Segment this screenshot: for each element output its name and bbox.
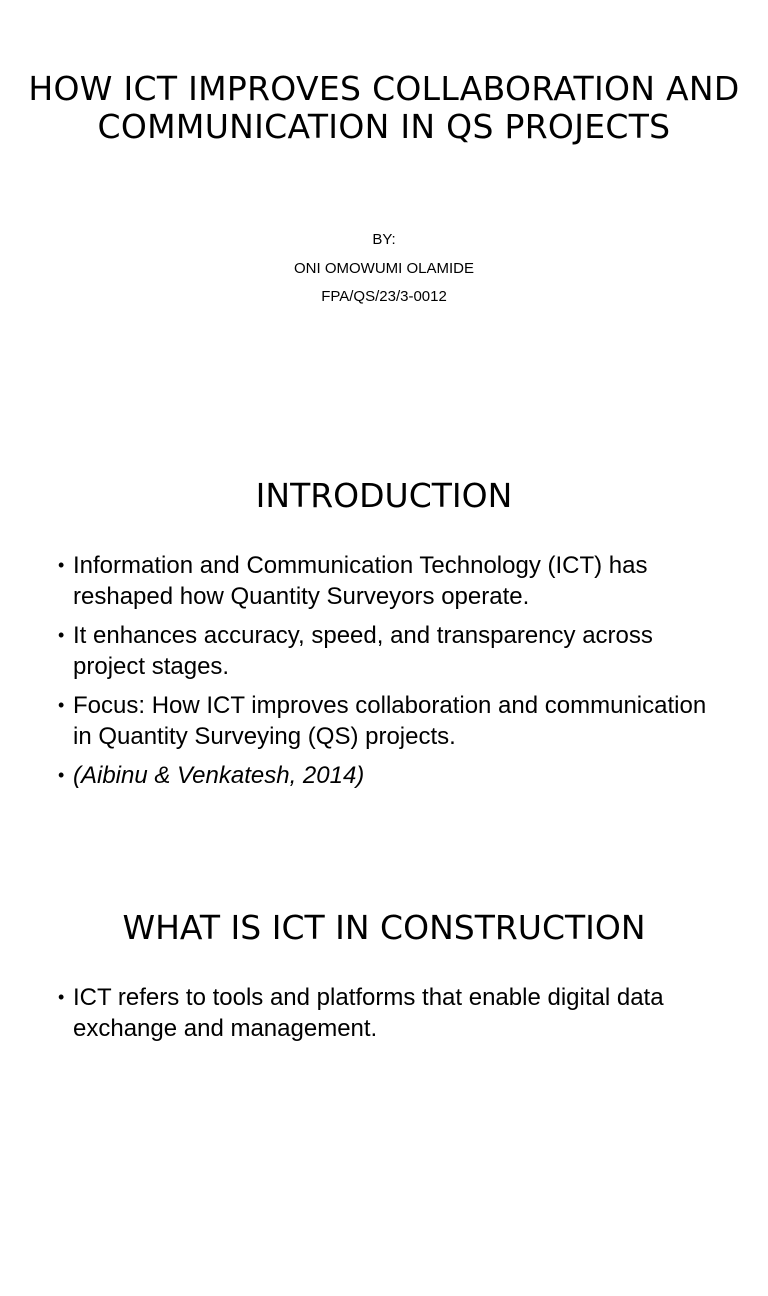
bullet-marker: • (58, 765, 65, 785)
bullet-item (58, 550, 718, 612)
bullet-text: ICT refers to tools and platforms that enable digital data exchange and management. (73, 984, 664, 1042)
author-name: ONI OMOWUMI OLAMIDE (294, 260, 474, 277)
bullet-item (58, 982, 718, 1044)
bullet-marker: • (58, 695, 65, 715)
bullet-text: It enhances accuracy, speed, and transparency across project stages. (73, 622, 653, 680)
ict-definition-slide (0, 864, 768, 1296)
introduction-slide (0, 432, 768, 864)
bullet-marker: • (58, 987, 65, 1007)
introduction-title: INTRODUCTION (255, 476, 513, 515)
introduction-bullet-list (58, 550, 718, 799)
bullet-text: Information and Communication Technology (ICT) has reshaped how Quantity Surveyors operate. (73, 552, 648, 610)
bullet-item (58, 690, 718, 752)
presentation-title: HOW ICT IMPROVES COLLABORATION AND COMMUNICATION IN QS PROJECTS (28, 69, 740, 146)
bullet-item (58, 620, 718, 682)
by-label: BY: (372, 231, 396, 248)
title-slide (0, 0, 768, 432)
ict-definition-title: WHAT IS ICT IN CONSTRUCTION (122, 908, 646, 947)
ict-definition-bullet-list (58, 982, 718, 1052)
registration-number: FPA/QS/23/3-0012 (321, 288, 447, 305)
bullet-marker: • (58, 555, 65, 575)
bullet-item (58, 760, 718, 791)
bullet-marker: • (58, 625, 65, 645)
citation-text: (Aibinu & Venkatesh, 2014) (73, 762, 365, 789)
bullet-text: Focus: How ICT improves collaboration and communication in Quantity Surveying (QS) projects. (73, 692, 707, 750)
